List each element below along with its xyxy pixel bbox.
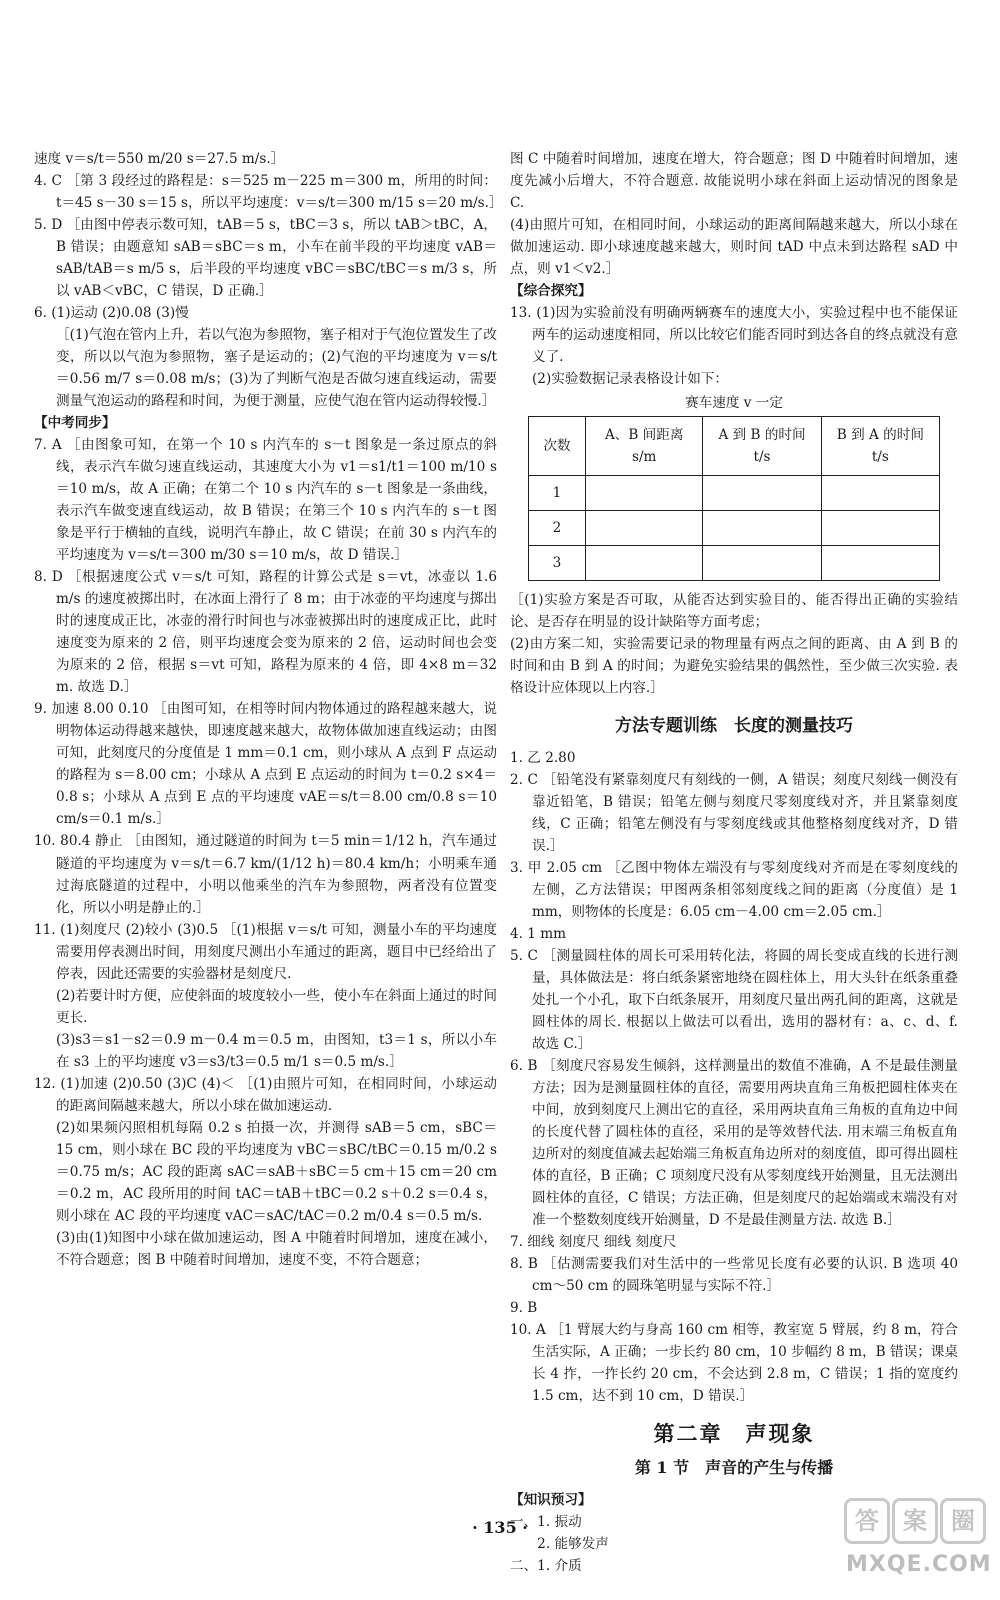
answer-item: 5. C ［测量圆柱体的周长可采用转化法，将圆的周长变成直线的长进行测量，具体做法是：将白纸条紧密地绕在圆柱体上，用大头针在纸条重叠处扎一个小孔，取下白纸条展开，用刻度尺量出两孔间的距离，这就是圆柱体的周长. 根据以上做法可以看出，选用的器材有：a、c、d、f. 故选 C.］ bbox=[510, 947, 958, 1052]
table-cell bbox=[703, 546, 821, 581]
table-row bbox=[529, 476, 940, 511]
right-column-top-blocks bbox=[510, 148, 958, 390]
watermark-char: 答 bbox=[844, 1498, 890, 1544]
answer-item: 10. 80.4 静止 ［由图知，通过隧道的时间为 t＝5 min＝1/12 h，汽车通过隧道的平均速度为 v＝s/t＝6.7 km/(1/12 h)＝80.4 km/h；小明乘车通过海底隧道的过程中，小明以他乘坐的汽车为参照物，两者没有位置变化，所以小明是静止的.］ bbox=[34, 833, 497, 916]
table-caption: 赛车速度 v 一定 bbox=[685, 395, 783, 412]
table-cell bbox=[586, 546, 703, 581]
right-column bbox=[510, 148, 958, 1577]
table-header-cell: A、B 间距离 s/m bbox=[586, 417, 703, 476]
answer-item: 11. (1)刻度尺 (2)较小 (3)0.5 ［(1)根据 v＝s/t 可知，测量小车的平均速度需要用停表测出时间，用刻度尺测出小车通过的距离，题目中已经给出了停表，因此还需要的实验器材是刻度尺. (2)若要计时方便，应使斜面的坡度较小一些，使小车在斜面上通过的时间更长. (3)s3＝s1－s2＝0.9 m－0.4 m＝0.5 m，由图知，t3＝1 s，所以小车在 s3 上的平均速度 v3＝s3/t3＝0.5 m/1 s＝0.5 m/s.］ bbox=[34, 921, 497, 1070]
watermark-char: 案 bbox=[892, 1498, 938, 1544]
answer-item: 12. (1)加速 (2)0.50 (3)C (4)＜ ［(1)由照片可知，在相同时间，小球运动的距离间隔越来越大，所以小球在做加速运动. (2)如果频闪照相机每隔 0.2 s 拍摄一次，并测得 sAB＝5 cm，sBC＝15 cm，则小球在 BC 段的平均速度为 vBC＝sBC/tBC＝0.15 m/0.2 s＝0.75 m/s；AC 段的距离 sAC＝sAB＋sBC＝5 cm＋15 cm＝20 cm＝0.2 m，AC 段所用的时间 tAC＝tAB＋tBC＝0.2 s＋0.2 s＝0.4 s，则小球在 AC 段的平均速度 vAC＝sAC/tAC＝0.2 m/0.4 s＝0.5 m/s. (3)由(1)知图中小球在做加速运动，图 A 中随着时间增加，速度在减小，不符合题意；图 B 中随着时间增加，速度不变，不符合题意； bbox=[34, 1075, 497, 1268]
answer-item: 4. C ［第 3 段经过的路程是：s＝525 m－225 m＝300 m，所用的时间：t＝45 s－30 s＝15 s，所以平均速度：v＝s/t＝300 m/15 s＝20 m/s.］ bbox=[34, 173, 503, 212]
text-paragraph: ［(1)实验方案是否可取，从能否达到实验目的、能否得出正确的实验结论、是否存在明显的设计缺陷等方面考虑； (2)由方案二知，实验需要记录的物理量有两点之间的距离、由 A 到 B 的时间和由 B 到 A 的时间；为避免实验结果的偶然性，至少做三次实验. 表格设计应体现以上内容.］ bbox=[510, 592, 958, 697]
answer-item: 9. 加速 8.00 0.10 ［由图可知，在相等时间内物体通过的路程越来越大，说明物体运动得越来越快，即速度越来越大，故物体做加速直线运动；由图可知，此刻度尺的分度值是 1 mm＝0.1 cm，则小球从 A 点到 F 点运动的路程为 s＝8.00 cm；小球从 A 点到 E 点运动的时间为 t＝0.2 s×4＝0.8 s；小球从 A 点到 E 点的平均速度 vAE＝s/t＝8.00 cm/0.8 s＝10 cm/s＝0.1 m/s.］ bbox=[34, 701, 497, 828]
text-paragraph: 图 C 中随着时间增加，速度在增大，符合题意；图 D 中随着时间增加，速度先减小后增大，不符合题意. 故能说明小球在斜面上运动情况的图象是 C. (4)由照片可知，在相同时间，小球运动的距离间隔越来越大，所以小球在做加速运动. 即小球速度越来越大，则时间 tAD 中点未到达路程 sAD 中点，则 v1＜v2.］ bbox=[510, 151, 958, 278]
table-cell bbox=[703, 511, 821, 546]
heading-title: 方法专题训练 长度的测量技巧 bbox=[615, 716, 853, 737]
answer-item: 8. D ［根据速度公式 v＝s/t 可知，路程的计算公式是 s＝vt，冰壶以 1.6 m/s 的速度被掷出时，在冰面上滑行了 8 m；由于冰壶的平均速度与掷出时的速度成正比，冰壶的滑行时间也与冰壶被掷出时的速度成正比，此时速度变为原来的 2 倍，则平均速度会变为原来的 2 倍，运动时间也会变为原来的 2 倍，根据 s＝vt 可知，路程为原来的 4 倍，即 4×8 m＝32 m. 故选 D.］ bbox=[34, 569, 497, 696]
table-cell bbox=[821, 546, 939, 581]
answer-item: 5. D ［由图中停表示数可知，tAB＝5 s，tBC＝3 s，所以 tAB＞tBC，A，B 错误；由题意知 sAB＝sBC＝s m，小车在前半段的平均速度 vAB＝sAB/tAB＝s m/5 s，后半段的平均速度 vBC＝sBC/tBC＝s m/3 s，所以 vAB＜vBC，C 错误，D 正确.］ bbox=[34, 217, 497, 300]
answer-item: 13. (1)因为实验前没有明确两辆赛车的速度大小，实验过程中也不能保证两车的运动速度相同，所以比较它们能否同时到达各自的终点就没有意义了. (2)实验数据记录表格设计如下： bbox=[510, 305, 958, 388]
watermark-logo bbox=[840, 1492, 992, 1588]
answer-item: 8. B ［估测需要我们对生活中的一些常见长度有必要的认识. B 选项 40 cm～50 cm 的圆珠笔明显与实际不符.］ bbox=[510, 1256, 958, 1295]
left-column bbox=[34, 148, 503, 1271]
table-cell: 1 bbox=[529, 476, 586, 511]
table-cell bbox=[821, 476, 939, 511]
table-cell: 3 bbox=[529, 546, 586, 581]
answer-item: 3. 甲 2.05 cm ［乙图中物体左端没有与零刻度线对齐而是在零刻度线的左侧，乙方法错误；甲图两条相邻刻度线之间的距离（分度值）是 1 mm，则物体的长度是：6.05 cm－4.00 cm＝2.05 cm.］ bbox=[510, 859, 958, 920]
table-header-row bbox=[529, 417, 940, 476]
table-cell bbox=[586, 511, 703, 546]
table-row bbox=[529, 511, 940, 546]
chapter-title: 第二章 声现象 bbox=[653, 1421, 815, 1447]
section-label: 【中考同步】 bbox=[34, 415, 116, 432]
table-cell: 2 bbox=[529, 511, 586, 546]
answer-item: 6. (1)运动 (2)0.08 (3)慢 ［(1)气泡在管内上升，若以气泡为参照物，塞子相对于气泡位置发生了改变，所以以气泡为参照物，塞子是运动的；(2)气泡的平均速度为 v＝s/t＝0.56 m/7 s＝0.08 m/s；(3)为了判断气泡是否做匀速直线运动，需要测量气泡运动的路程和时间，为便于测量，应使气泡在管内运动得较慢.］ bbox=[34, 305, 497, 410]
section-title: 第 1 节 声音的产生与传播 bbox=[634, 1458, 834, 1478]
answer-item: 2. C ［铅笔没有紧靠刻度尺有刻线的一侧，A 错误；刻度尺刻线一侧没有靠近铅笔，B 错误；铅笔左侧与刻度尺零刻度线对齐，并且紧靠刻度线，C 正确；铅笔左侧没有与零刻度线或其他整格刻度线对齐，D 错误.］ bbox=[510, 771, 958, 854]
table-cell bbox=[586, 476, 703, 511]
section-label: 【综合探究】 bbox=[510, 283, 592, 300]
watermark-url: MXQE.COM bbox=[846, 1552, 992, 1577]
answer-item: 1. 乙 2.80 bbox=[510, 749, 576, 766]
table-header-cell: B 到 A 的时间 t/s bbox=[821, 417, 939, 476]
watermark-char: 圈 bbox=[940, 1498, 986, 1544]
text-paragraph: 速度 v＝s/t＝550 m/20 s＝27.5 m/s.］ bbox=[34, 151, 285, 167]
answer-item: 7. A ［由图象可知，在第一个 10 s 内汽车的 s－t 图象是一条过原点的斜线，表示汽车做匀速直线运动，其速度大小为 v1＝s1/t1＝100 m/10 s＝10 m/s，故 A 正确；在第二个 10 s 内汽车的 s－t 图象是一条曲线，表示汽车做变速直线运动，故 B 错误；在第三个 10 s 内汽车的 s－t 图象是平行于横轴的直线，说明汽车静止，故 C 错误；在前 30 s 内汽车的平均速度为 v＝s/t＝300 m/30 s＝10 m/s，故 D 错误.］ bbox=[34, 437, 497, 564]
answer-item: 7. 细线 刻度尺 细线 刻度尺 bbox=[510, 1234, 677, 1251]
page-number: · 135 · bbox=[472, 1518, 528, 1537]
table-row bbox=[529, 546, 940, 581]
right-column-bottom-blocks bbox=[510, 589, 958, 1577]
record-table bbox=[528, 416, 940, 581]
table-header-cell: A 到 B 的时间 t/s bbox=[703, 417, 821, 476]
table-header-cell: 次数 bbox=[529, 417, 586, 476]
table-cell bbox=[703, 476, 821, 511]
answer-item: 9. B bbox=[510, 1300, 538, 1317]
answer-item: 6. B ［刻度尺容易发生倾斜，这样测量出的数值不准确，A 不是最佳测量方法；因为是测量圆柱体的直径，需要用两块直角三角板把圆柱体夹在中间，放到刻度尺上测出它的直径，采用两块直角三角板的直角边中间的长度代替了圆柱体的直径，采用的是等效替代法. 用末端三角板直角边所对的刻度值减去起始端三角板直角边所对的刻度值，即可得出圆柱体的直径，B 正确；C 项刻度尺没有从零刻度线开始测量，且无法测出圆柱体的直径，C 错误；方法正确，但是刻度尺的起始端或末端没有对准一个整数刻度线开始测量，D 不是最佳测量方法. 故选 B.］ bbox=[510, 1058, 958, 1229]
answer-item: 10. A ［1 臂展大约与身高 160 cm 相等，教室宽 5 臂展，约 8 m，符合生活实际，A 正确；一步长约 80 cm，10 步幅约 8 m，B 错误；课桌长 4 拃，一拃长约 20 cm，不会达到 2.8 m，C 错误；1 指的宽度约 1.5 cm，达不到 10 cm，D 错误.］ bbox=[510, 1322, 958, 1405]
section-label: 【知识预习】 bbox=[510, 1492, 592, 1509]
text-paragraph: 一、1. 振动 2. 能够发声 二、1. 介质 bbox=[510, 1514, 609, 1575]
table-cell bbox=[821, 511, 939, 546]
answer-item: 4. 1 mm bbox=[510, 925, 567, 942]
